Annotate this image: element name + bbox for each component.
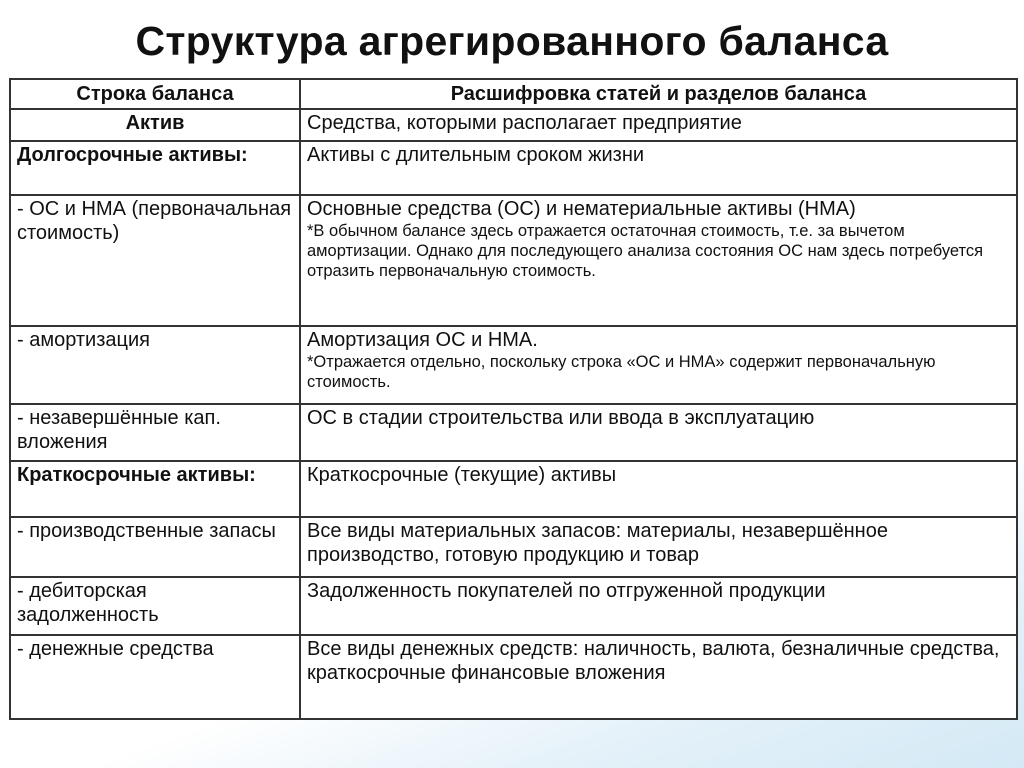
table-row xyxy=(10,517,1017,577)
row-desc: Краткосрочные (текущие) активы xyxy=(300,461,1017,517)
row-item: - незавершённые кап. вложения xyxy=(10,404,300,461)
table-header-row xyxy=(10,79,1017,109)
row-desc: Все виды денежных средств: наличность, валюта, безналичные средства, краткосрочные финансовые вложения xyxy=(300,635,1017,719)
row-item: Актив xyxy=(10,109,300,141)
row-desc: Амортизация ОС и НМА. xyxy=(307,329,538,351)
row-item: - ОС и НМА (первоначальная стоимость) xyxy=(10,195,300,326)
table-row xyxy=(10,195,1017,326)
row-item: - производственные запасы xyxy=(10,517,300,577)
row-desc-cell xyxy=(300,195,1017,326)
row-item: Краткосрочные активы: xyxy=(10,461,300,517)
row-item: - амортизация xyxy=(10,326,300,404)
row-desc: Основные средства (ОС) и нематериальные активы (НМА) xyxy=(307,198,856,220)
row-note: *В обычном балансе здесь отражается остаточная стоимость, т.е. за вычетом амортизации. Однако для последующего анализа состояния ОС нам здесь потребуется отразить первоначальную стоимость. xyxy=(307,222,984,280)
row-desc: Средства, которыми располагает предприятие xyxy=(300,109,1017,141)
row-desc: ОС в стадии строительства или ввода в эксплуатацию xyxy=(300,404,1017,461)
page-title: Структура агрегированного баланса xyxy=(135,18,889,64)
table-row xyxy=(10,109,1017,141)
row-desc: Активы с длительным сроком жизни xyxy=(300,141,1017,195)
table-row xyxy=(10,141,1017,195)
balance-structure-table xyxy=(9,78,1018,720)
table-row xyxy=(10,404,1017,461)
table-row xyxy=(10,577,1017,635)
table-row xyxy=(10,461,1017,517)
table-row xyxy=(10,635,1017,719)
row-desc: Все виды материальных запасов: материалы, незавершённое производство, готовую продукцию и товар xyxy=(300,517,1017,577)
header-balance-line: Строка баланса xyxy=(10,79,300,109)
row-item: Долгосрочные активы: xyxy=(10,141,300,195)
row-note: *Отражается отдельно, поскольку строка «ОС и НМА» содержит первоначальную стоимость. xyxy=(307,353,936,391)
row-item: - денежные средства xyxy=(10,635,300,719)
table-row xyxy=(10,326,1017,404)
header-description: Расшифровка статей и разделов баланса xyxy=(300,79,1017,109)
row-desc: Задолженность покупателей по отгруженной продукции xyxy=(300,577,1017,635)
row-item: - дебиторская задолженность xyxy=(10,577,300,635)
row-desc-cell xyxy=(300,326,1017,404)
